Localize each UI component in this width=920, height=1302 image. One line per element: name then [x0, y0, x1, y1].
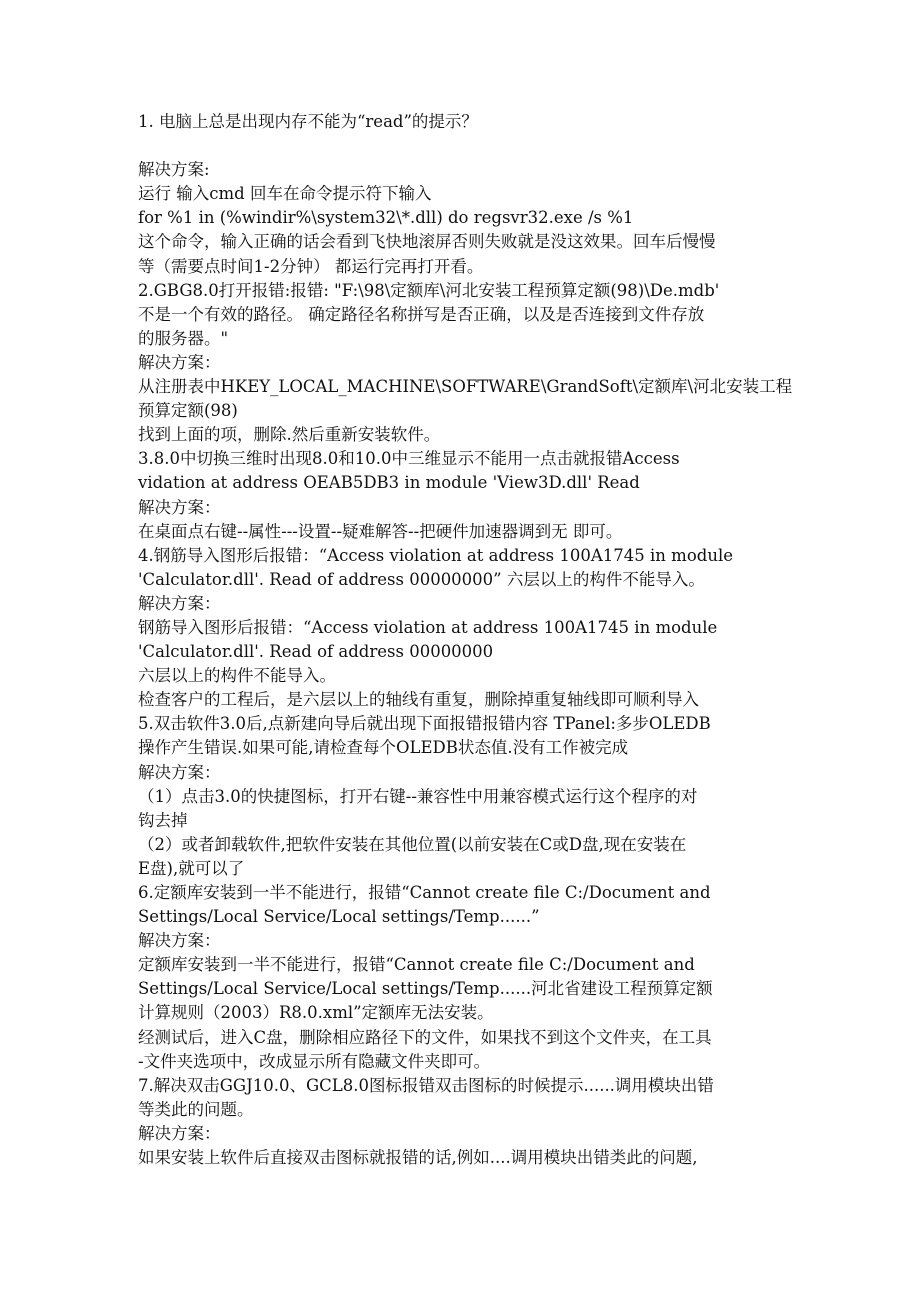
- text-line: 3.8.0中切换三维时出现8.0和10.0中三维显示不能用一点击就报错Access: [138, 449, 680, 469]
- text-line: 4.钢筋导入图形后报错：“Access violation at address 100A1745 in module: [138, 545, 733, 565]
- text-line: 检查客户的工程后，是六层以上的轴线有重复，删除掉重复轴线即可顺利导入: [138, 690, 699, 710]
- text-line: 操作产生错误.如果可能,请检查每个OLEDB状态值.没有工作被完成: [138, 738, 629, 758]
- text-line: 运行 输入cmd 回车在命令提示符下输入: [138, 184, 432, 204]
- text-line: 不是一个有效的路径。 确定路径名称拼写是否正确，以及是否连接到文件存放: [138, 304, 705, 324]
- document-body: [138, 110, 802, 1170]
- text-line: 解决方案：: [138, 762, 221, 782]
- text-line: 在桌面点右键--属性---设置--疑难解答--把硬件加速器调到无 即可。: [138, 521, 623, 541]
- text-line: 等类此的问题。: [138, 1099, 254, 1119]
- text-line: 钢筋导入图形后报错：“Access violation at address 100A1745 in module: [138, 617, 718, 637]
- text-line: 计算规则（2003）R8.0.xml”定额库无法安装。: [138, 1003, 494, 1023]
- text-line: 等（需要点时间1-2分钟） 都运行完再打开看。: [138, 256, 484, 276]
- text-line: 解决方案：: [138, 497, 221, 517]
- text-line: 解决方案:: [138, 160, 210, 180]
- text-line: 从注册表中HKEY_LOCAL_MACHINE\SOFTWARE\GrandSoft\定额库\河北安装工程: [138, 377, 793, 397]
- text-line: 钩去掉: [138, 810, 188, 830]
- text-line: -文件夹选项中，改成显示所有隐藏文件夹即可。: [138, 1051, 491, 1071]
- text-line: 'Calculator.dll'. Read of address 00000000” 六层以上的构件不能导入。: [138, 569, 705, 589]
- text-line: 7.解决双击GGJ10.0、GCL8.0图标报错双击图标的时候提示......调用模块出错: [138, 1075, 714, 1095]
- text-line: 解决方案：: [138, 593, 221, 613]
- text-line: （1）点击3.0的快捷图标，打开右键--兼容性中用兼容模式运行这个程序的对: [138, 786, 698, 806]
- text-line: Settings/Local Service/Local settings/Temp......”: [138, 907, 540, 927]
- text-line: 'Calculator.dll'. Read of address 00000000: [138, 642, 494, 662]
- text-line: 解决方案：: [138, 931, 221, 951]
- text-line: 2.GBG8.0打开报错:报错: "F:\98\定额库\河北安装工程预算定额(98)\De.mdb': [138, 280, 720, 300]
- text-line: 5.双击软件3.0后,点新建向导后就出现下面报错报错内容 TPanel:多步OLEDB: [138, 714, 711, 734]
- text-line: 这个命令，输入正确的话会看到飞快地滚屏否则失败就是没这效果。回车后慢慢: [138, 232, 716, 252]
- text-line: 解决方案：: [138, 1123, 221, 1143]
- blank-line: [138, 134, 802, 158]
- text-line: 6.定额库安装到一半不能进行，报错“Cannot create file C:/Document and: [138, 883, 711, 902]
- text-line: 预算定额(98): [138, 401, 238, 421]
- text-line: 1. 电脑上总是出现内存不能为“read”的提示？: [138, 112, 478, 131]
- text-line: 找到上面的项，删除.然后重新安装软件。: [138, 425, 441, 445]
- text-line: （2）或者卸载软件,把软件安装在其他位置(以前安装在C或D盘,现在安装在: [138, 834, 687, 854]
- text-line: 六层以上的构件不能导入。: [138, 666, 336, 686]
- text-line: E盘),就可以了: [138, 858, 245, 878]
- text-line: vidation at address OEAB5DB3 in module 'View3D.dll' Read: [138, 473, 640, 493]
- text-line: 定额库安装到一半不能进行，报错“Cannot create file C:/Document and: [138, 955, 695, 975]
- text-line: 的服务器。": [138, 328, 229, 348]
- text-line: for %1 in (%windir%\system32\*.dll) do regsvr32.exe /s %1: [138, 208, 634, 228]
- text-line: Settings/Local Service/Local settings/Temp......河北省建设工程预算定额: [138, 979, 713, 999]
- text-line: 解决方案：: [138, 352, 221, 372]
- text-line: 如果安装上软件后直接双击图标就报错的话,例如....调用模块出错类此的问题,: [138, 1148, 698, 1168]
- text-line: 经测试后，进入C盘，删除相应路径下的文件，如果找不到这个文件夹，在工具: [138, 1027, 712, 1047]
